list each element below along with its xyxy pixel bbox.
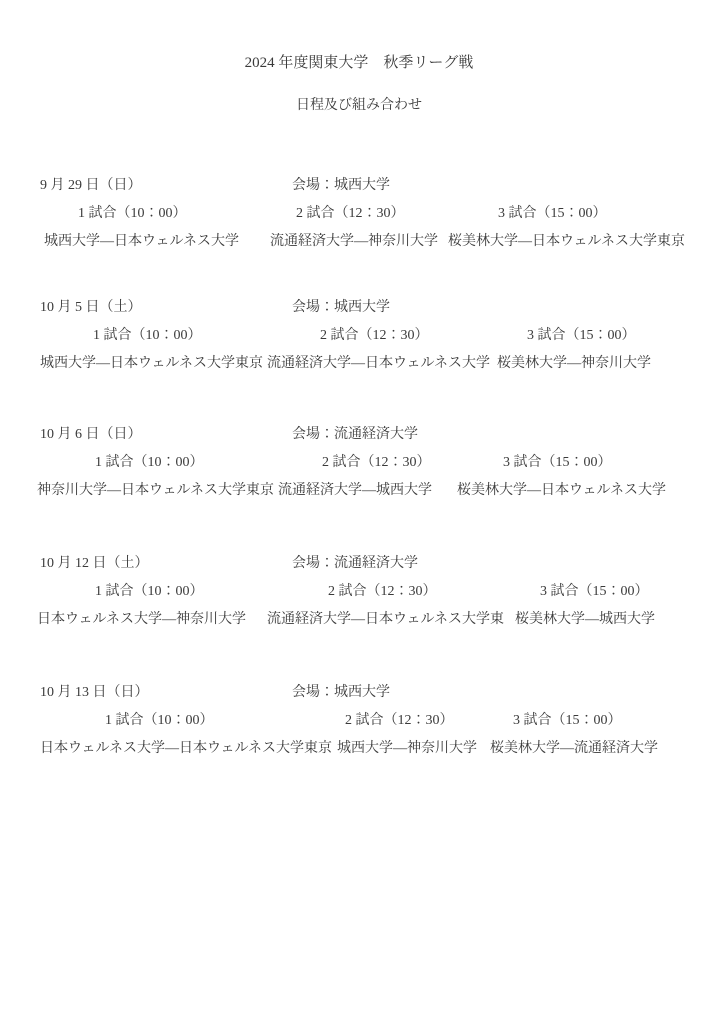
schedule-section-oct6 bbox=[0, 425, 718, 505]
game2-time-label: 2 試合（12：30） bbox=[296, 206, 405, 221]
game1-matchup: 城西大学―日本ウェルネス大学 bbox=[44, 234, 240, 249]
game3-matchup: 桜美林大学―流通経済大学 bbox=[490, 741, 658, 756]
match-date: 9 月 29 日（日） bbox=[40, 178, 142, 193]
match-date: 10 月 6 日（日） bbox=[40, 427, 142, 442]
page-title: 2024 年度関東大学 秋季リーグ戦 bbox=[244, 55, 474, 71]
match-venue: 会場：流通経済大学 bbox=[292, 427, 418, 442]
game2-time-label: 2 試合（12：30） bbox=[328, 584, 437, 599]
game2-matchup: 流通経済大学―城西大学 bbox=[278, 483, 432, 498]
match-venue: 会場：城西大学 bbox=[292, 685, 390, 700]
game1-matchup: 城西大学―日本ウェルネス大学東京 bbox=[40, 356, 264, 371]
schedule-section-oct12 bbox=[0, 554, 718, 634]
game3-time-label: 3 試合（15：00） bbox=[503, 455, 612, 470]
game1-time-label: 1 試合（10：00） bbox=[105, 713, 214, 728]
page-subtitle: 日程及び組み合わせ bbox=[296, 98, 422, 113]
game1-matchup: 日本ウェルネス大学―神奈川大学 bbox=[37, 612, 247, 627]
game3-time-label: 3 試合（15：00） bbox=[498, 206, 607, 221]
schedule-section-oct5 bbox=[0, 298, 718, 378]
game2-matchup: 流通経済大学―日本ウェルネス大学 bbox=[267, 356, 491, 371]
game2-matchup: 城西大学―神奈川大学 bbox=[337, 741, 477, 756]
game3-time-label: 3 試合（15：00） bbox=[540, 584, 649, 599]
match-venue: 会場：流通経済大学 bbox=[292, 556, 418, 571]
match-date: 10 月 13 日（日） bbox=[40, 685, 149, 700]
game3-matchup: 桜美林大学―日本ウェルネス大学 bbox=[457, 483, 667, 498]
game3-matchup: 桜美林大学―日本ウェルネス大学東京 bbox=[448, 234, 686, 249]
schedule-section-sep29 bbox=[0, 176, 718, 256]
game3-matchup: 桜美林大学―城西大学 bbox=[515, 612, 655, 627]
game2-matchup: 流通経済大学―日本ウェルネス大学東 bbox=[267, 612, 505, 627]
game3-matchup: 桜美林大学―神奈川大学 bbox=[497, 356, 651, 371]
game1-time-label: 1 試合（10：00） bbox=[93, 328, 202, 343]
game2-matchup: 流通経済大学―神奈川大学 bbox=[270, 234, 438, 249]
game3-time-label: 3 試合（15：00） bbox=[513, 713, 622, 728]
game2-time-label: 2 試合（12：30） bbox=[322, 455, 431, 470]
game2-time-label: 2 試合（12：30） bbox=[320, 328, 429, 343]
match-date: 10 月 5 日（土） bbox=[40, 300, 142, 315]
game1-time-label: 1 試合（10：00） bbox=[95, 455, 204, 470]
game1-matchup: 神奈川大学―日本ウェルネス大学東京 bbox=[37, 483, 275, 498]
game1-matchup: 日本ウェルネス大学―日本ウェルネス大学東京 bbox=[40, 741, 333, 756]
game2-time-label: 2 試合（12：30） bbox=[345, 713, 454, 728]
game3-time-label: 3 試合（15：00） bbox=[527, 328, 636, 343]
match-date: 10 月 12 日（土） bbox=[40, 556, 149, 571]
schedule-section-oct13 bbox=[0, 683, 718, 763]
match-venue: 会場：城西大学 bbox=[292, 300, 390, 315]
game1-time-label: 1 試合（10：00） bbox=[78, 206, 187, 221]
game1-time-label: 1 試合（10：00） bbox=[95, 584, 204, 599]
match-venue: 会場：城西大学 bbox=[292, 178, 390, 193]
